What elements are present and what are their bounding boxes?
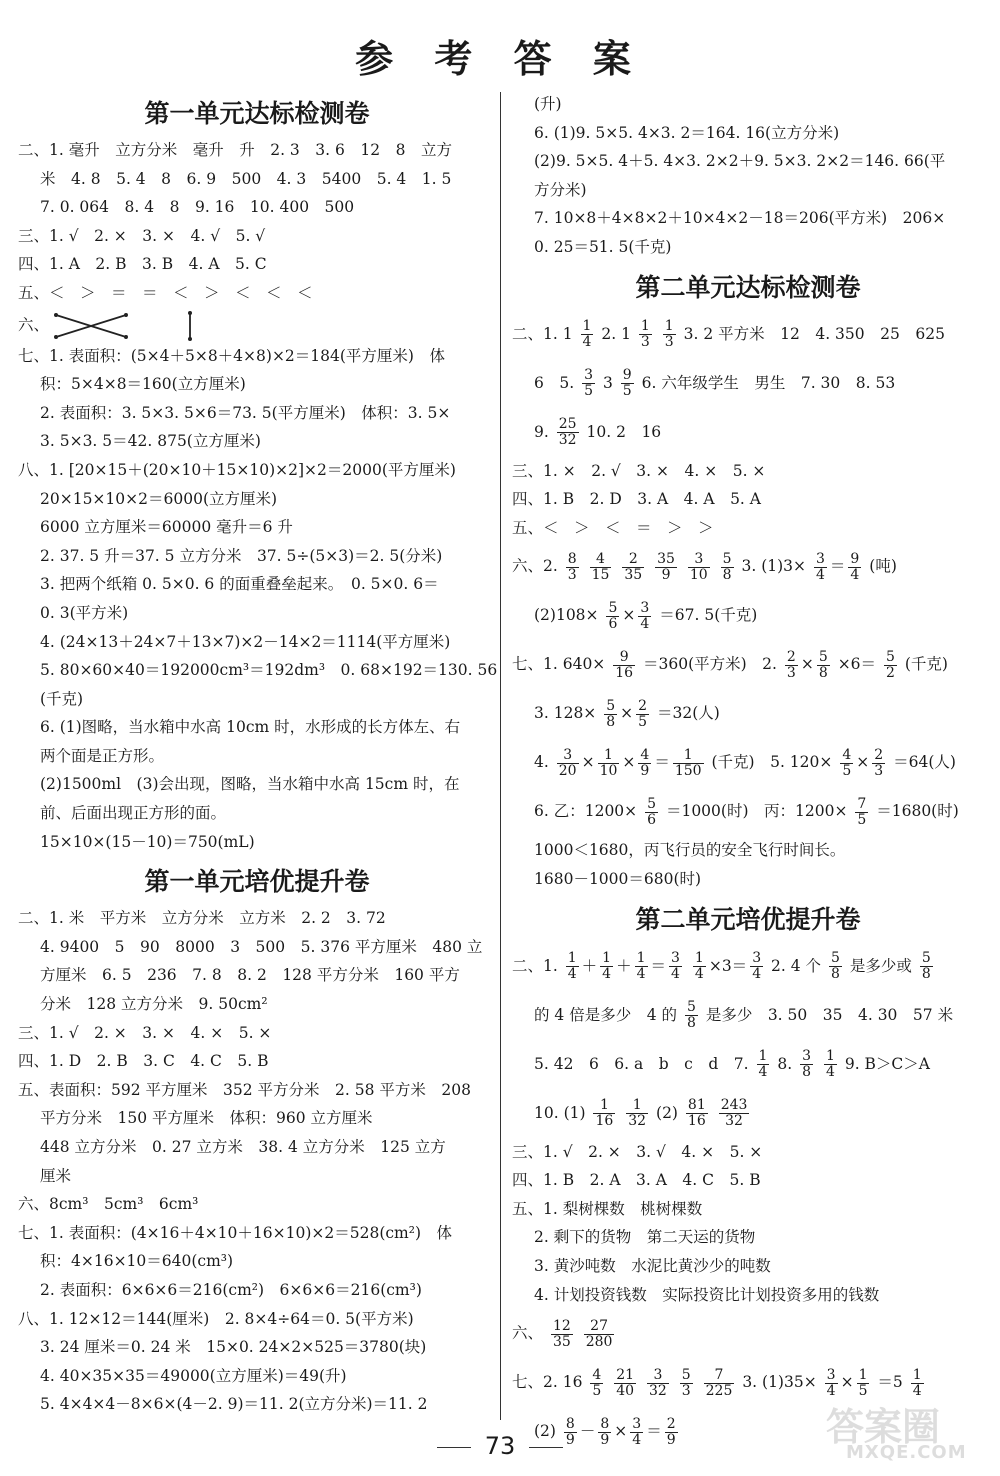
answer-line: 15×10×(15－10)＝750(mL): [40, 832, 255, 851]
answer-line: 5. 80×60×40＝192000cm³＝192dm³ 0. 68×192＝130. 56: [40, 661, 498, 680]
answer-line: 2. 表面积：6×6×6＝216(cm²) 6×6×6＝216(cm³): [40, 1280, 422, 1299]
answer-line: 厘米: [40, 1166, 72, 1185]
answer-line: 七、1. 640× $\frac{9}{16}$ ＝360(平方米) 2. $\frac{2}{3}$ × $\frac{5}{8}$ ×6＝ $\frac{5}{2}$ (千克): [512, 648, 948, 681]
answer-line: 米 4. 8 5. 4 8 6. 9 500 4. 3 5400 5. 4 1. 5: [40, 169, 452, 188]
answer-text: ＝64(人): [893, 753, 956, 772]
question-label: 六、: [18, 315, 50, 334]
answer-line: 二、1. $\frac{1}{4}$ ＋ $\frac{1}{4}$ ＋ $\frac{1}{4}$ ＝ $\frac{3}{4}$ $\frac{1}{4}$ ×3＝ $\frac{3}{4}$ 2. 4 个 $\frac{5}{8}$ 是多少或 $\frac{5}{8}$: [512, 950, 931, 983]
fraction: $\frac{5}{8}$: [722, 550, 732, 583]
fraction: $\frac{1}{4}$: [636, 950, 646, 983]
answer-line: 0. 3(平方米): [40, 603, 129, 622]
fraction: $\frac{35}{9}$: [657, 550, 675, 583]
fraction: $\frac{1}{3}$: [664, 318, 674, 351]
answer-text: 10. (1): [534, 1103, 586, 1122]
fraction: $\frac{1}{4}$: [912, 1366, 922, 1399]
answer-line: 3. 5×3. 5＝42. 875(立方厘米): [40, 432, 261, 451]
fraction: $\frac{7}{5}$: [857, 795, 867, 828]
page-title: 参 考 答 案: [355, 37, 645, 81]
answer-text: ＝360(平方米) 2.: [643, 655, 777, 674]
answer-text: (千克) 5. 120×: [711, 753, 833, 772]
answer-text: 8.: [777, 1054, 793, 1073]
answer-line: 三、1. √ 2. × 3. √ 4. × 5. ×: [512, 1142, 763, 1161]
fraction: $\frac{2}{9}$: [666, 1415, 676, 1448]
fraction: $\frac{1}{5}$: [858, 1366, 868, 1399]
column-divider: [500, 92, 501, 1420]
answer-line: 二、1. 毫升 立方分米 毫升 升 2. 3 3. 6 12 8 立方: [18, 141, 452, 159]
answer-line: (2)9. 5×5. 4＋5. 4×3. 2×2＋9. 5×3. 2×2＝146. 66(平: [534, 152, 946, 171]
right-column: [512, 90, 984, 1456]
fraction: $\frac{4}{9}$: [640, 746, 650, 779]
answer-line: 积：4×16×10＝640(cm³): [40, 1252, 234, 1271]
matching-lines-diagram: [54, 311, 204, 341]
answer-line: 1000＜1680，丙飞行员的安全飞行时间长。: [534, 841, 846, 860]
answer-line: [512, 1309, 984, 1358]
answer-text: 6. 六年级学生 男生 7. 30 8. 53: [641, 373, 896, 392]
answer-line: 1680－1000＝680(时): [534, 869, 702, 888]
answer-line: [512, 991, 984, 1040]
fraction: $\frac{5}{8}$: [606, 697, 616, 730]
answer-text: 3. 128×: [534, 704, 597, 723]
answer-text: 2. 4 个: [771, 956, 822, 975]
answer-text: 二、1.: [512, 956, 558, 975]
answer-line: (2) $\frac{8}{9}$ － $\frac{8}{9}$ × $\frac{3}{4}$ ＝ $\frac{2}{9}$: [534, 1415, 676, 1448]
answer-text: 3. (1)3×: [741, 557, 807, 576]
fraction: $\frac{1}{4}$: [694, 950, 704, 983]
answer-line: 七、1. 表面积：(4×16＋4×10＋16×10)×2＝528(cm²) 体: [18, 1223, 453, 1242]
fraction: $\frac{5}{6}$: [608, 599, 618, 632]
answer-line: (2)1500ml (3)会出现，图略，当水箱中水高 15cm 时，在: [40, 775, 460, 794]
fraction: $\frac{81}{16}$: [687, 1097, 706, 1130]
fraction: $\frac{1}{16}$: [595, 1097, 614, 1130]
answer-text: 3. (1)35×: [742, 1373, 817, 1392]
answer-line: 5. 4×4×4－8×6×(4－2. 9)＝11. 2(立方分米)＝11. 2: [40, 1395, 428, 1414]
section-title-unit2-test: 第二单元达标检测卷: [635, 272, 861, 302]
answer-text: 9.: [534, 422, 549, 441]
fraction: $\frac{9}{5}$: [622, 367, 632, 400]
answer-line: [512, 359, 984, 408]
answer-text: 6. 乙：1200×: [534, 802, 638, 821]
answer-text: 六、2.: [512, 557, 558, 576]
fraction: $\frac{1}{4}$: [582, 318, 592, 351]
fraction: $\frac{5}{8}$: [921, 950, 931, 983]
answer-text: 七、2. 16: [512, 1373, 583, 1392]
left-column: [18, 88, 496, 1419]
answer-line: 6. (1)9. 5×5. 4×3. 2＝164. 16(立方分米): [534, 123, 840, 142]
answer-line: 四、1. D 2. B 3. C 4. C 5. B: [18, 1052, 269, 1071]
section-title-unit2-advanced: 第二单元培优提升卷: [635, 904, 861, 934]
answer-text: ＝1000(时) 丙：1200×: [665, 802, 848, 821]
answer-line: 四、1. A 2. B 3. B 4. A 5. C: [18, 255, 267, 274]
answer-line: 7. 10×8＋4×8×2＋10×4×2－18＝206(平方米) 206×: [534, 209, 946, 228]
fraction: $\frac{1}{32}$: [628, 1097, 647, 1130]
answer-line: 四、1. B 2. D 3. A 4. A 5. A: [512, 490, 761, 509]
fraction: $\frac{27}{280}$: [585, 1317, 613, 1350]
answer-line: 分米 128 立方分米 9. 50cm²: [40, 995, 268, 1014]
answer-line: [512, 408, 984, 457]
fraction: $\frac{1}{4}$: [825, 1048, 835, 1081]
fraction: $\frac{9}{16}$: [615, 648, 634, 681]
fraction: $\frac{8}{9}$: [565, 1415, 575, 1448]
answer-text: 六、: [512, 1324, 544, 1343]
answer-text: (2)108×: [534, 606, 599, 625]
fraction: $\frac{1}{4}$: [758, 1048, 768, 1081]
answer-line: 2. 37. 5 升＝37. 5 立方分米 37. 5÷(5×3)＝2. 5(分米): [40, 546, 443, 565]
fraction: $\frac{2}{3}$: [874, 746, 884, 779]
watermark-text: 答案圈: [826, 1405, 941, 1449]
answer-line: (2)108× $\frac{5}{6}$ × $\frac{3}{4}$ ＝67. 5(千克): [534, 599, 758, 632]
section-title-unit1-test: 第一单元达标检测卷: [144, 99, 370, 128]
answer-line: 三、1. √ 2. × 3. × 4. × 5. ×: [18, 1023, 272, 1042]
answer-text: 3. 2 平方米 12 4. 350 25 625: [683, 324, 945, 343]
answer-line: 八、1. 12×12＝144(厘米) 2. 8×4÷64＝0. 5(平方米): [18, 1309, 414, 1328]
answer-text: (吨): [869, 557, 897, 576]
answer-text: (2): [534, 1422, 556, 1441]
answer-line: 0. 25＝51. 5(千克): [534, 237, 672, 256]
answer-line: 五、＜ ＞ ＜ ＝ ＞ ＞: [512, 518, 714, 537]
answer-text: 的 4 倍是多少 4 的: [534, 1005, 678, 1024]
fraction: $\frac{1}{10}$: [599, 746, 618, 779]
footer-dash: [437, 1447, 471, 1448]
answer-text: 七、1. 640×: [512, 655, 606, 674]
answer-text: 二、1. 1: [512, 324, 573, 343]
fraction: $\frac{3}{5}$: [584, 367, 594, 400]
answer-line: 七、1. 表面积：(5×4＋5×8＋4×8)×2＝184(平方厘米) 体: [18, 346, 445, 365]
fraction: $\frac{1}{3}$: [640, 318, 650, 351]
fraction: $\frac{4}{5}$: [592, 1366, 602, 1399]
fraction: $\frac{3}{32}$: [649, 1366, 667, 1399]
fraction: $\frac{1}{4}$: [567, 950, 577, 983]
answer-line: 20×15×10×2＝6000(立方厘米): [40, 489, 278, 508]
answer-line: [512, 1089, 984, 1138]
answer-line: 448 立方分米 0. 27 立方米 38. 4 立方分米 125 立方: [40, 1138, 446, 1156]
answer-text: 3: [602, 373, 613, 392]
section-title-unit1-advanced: 第一单元培优提升卷: [144, 867, 370, 897]
fraction: $\frac{8}{9}$: [600, 1415, 610, 1448]
fraction: $\frac{7}{225}$: [705, 1366, 733, 1399]
answer-line: 2. 表面积：3. 5×3. 5×6＝73. 5(平方厘米) 体积：3. 5×: [40, 403, 451, 422]
fraction: $\frac{12}{35}$: [552, 1317, 571, 1350]
fraction: $\frac{3}{4}$: [632, 1415, 642, 1448]
fraction: $\frac{3}{4}$: [815, 550, 825, 583]
answer-line: 3. 24 厘米＝0. 24 米 15×0. 24×2×525＝3780(块): [40, 1338, 427, 1357]
fraction: $\frac{5}{2}$: [885, 648, 895, 681]
answer-line: 四、1. B 2. A 3. A 4. C 5. B: [512, 1171, 761, 1190]
answer-line: 方厘米 6. 5 236 7. 8 8. 2 128 平方分米 160 平方: [40, 966, 460, 985]
fraction: $\frac{25}{32}$: [558, 416, 577, 449]
fraction: $\frac{2}{3}$: [786, 648, 796, 681]
answer-line: 平方分米 150 平方厘米 体积：960 立方厘米: [40, 1109, 373, 1128]
answer-line: 五、表面积：592 平方厘米 352 平方分米 2. 58 平方米 208: [18, 1080, 471, 1099]
answer-line: 六、8cm³ 5cm³ 6cm³: [18, 1195, 199, 1214]
answer-line: [512, 787, 984, 836]
answer-text: 5. 42 6 6. a b c d 7.: [534, 1054, 749, 1073]
fraction: $\frac{2}{35}$: [624, 550, 643, 583]
page-number: 73: [484, 1432, 516, 1460]
watermark-logo: [826, 1396, 986, 1468]
fraction: $\frac{3}{4}$: [752, 950, 762, 983]
answer-line: 六、2. $\frac{8}{3}$ $\frac{4}{15}$ $\frac{2}{35}$ $\frac{35}{9}$ $\frac{3}{10}$ $\frac{5}{8}$ 3. (1)3× $\frac{3}{4}$ ＝ $\frac{9}{4}$ (吨): [512, 550, 897, 583]
fraction: $\frac{3}{4}$: [826, 1366, 836, 1399]
answer-line: 4. (24×13＋24×7＋13×7)×2－14×2＝1114(平方厘米): [40, 632, 451, 651]
answer-text: ＝1680(时): [876, 802, 959, 821]
answer-line: 6. (1)图略，当水箱中水高 10cm 时，水形成的长方体左、右: [40, 718, 461, 737]
fraction: $\frac{1}{4}$: [602, 950, 612, 983]
answer-text: 6 5.: [534, 373, 575, 392]
answer-line: 3. 黄沙吨数 水泥比黄沙少的吨数: [534, 1256, 771, 1275]
answer-line: 2. 剩下的货物 第二天运的货物: [534, 1228, 756, 1247]
fraction: $\frac{9}{4}$: [850, 550, 860, 583]
fraction: $\frac{5}{6}$: [647, 795, 657, 828]
answer-line: 八、1. [20×15＋(20×10＋15×10)×2]×2＝2000(平方厘米): [18, 460, 456, 479]
fraction: $\frac{4}{15}$: [591, 550, 610, 583]
answer-line: 五、＜ ＞ ＝ ＝ ＜ ＞ ＜ ＜ ＜: [18, 283, 313, 302]
answer-line: 3. 128× $\frac{5}{8}$ × $\frac{2}{5}$ ＝32(人): [534, 697, 720, 730]
footer-dash: [529, 1447, 563, 1448]
fraction: $\frac{21}{40}$: [616, 1366, 635, 1399]
answer-text: ×6＝: [837, 655, 877, 674]
fraction: $\frac{243}{32}$: [720, 1097, 748, 1130]
answer-text: 4.: [534, 753, 549, 772]
answer-line: 4. 计划投资钱数 实际投资比计划投资多用的钱数: [534, 1285, 880, 1304]
answer-line: [512, 1040, 984, 1089]
answer-line: 三、1. × 2. √ 3. × 4. × 5. ×: [512, 461, 766, 480]
answer-line: 3. 把两个纸箱 0. 5×0. 6 的面重叠垒起来。 0. 5×0. 6＝: [40, 575, 439, 594]
fraction: $\frac{5}{8}$: [686, 999, 696, 1032]
answer-line: 三、1. √ 2. × 3. × 4. √ 5. √: [18, 226, 266, 245]
answer-line-matching: [18, 308, 496, 342]
fraction: $\frac{5}{3}$: [681, 1366, 691, 1399]
answer-line: 4. $\frac{3}{20}$ × $\frac{1}{10}$ × $\frac{4}{9}$ ＝ $\frac{1}{150}$ (千克) 5. 120× $\frac{4}{5}$ × $\frac{2}{3}$ ＝64(人): [534, 746, 956, 779]
answer-text: ＝5: [877, 1373, 903, 1392]
answer-text: 是多少或: [849, 956, 912, 975]
fraction: $\frac{8}{3}$: [567, 550, 577, 583]
fraction: $\frac{3}{10}$: [689, 550, 708, 583]
fraction: $\frac{5}{8}$: [818, 648, 828, 681]
answer-text: ＝32(人): [657, 704, 720, 723]
answer-line: 前、后面出现正方形的面。: [40, 804, 227, 823]
answer-text: (千克): [904, 655, 948, 674]
answer-line: 方分米): [534, 180, 587, 199]
fraction: $\frac{3}{20}$: [558, 746, 577, 779]
fraction: $\frac{1}{150}$: [674, 746, 702, 779]
answer-line: 七、2. 16 $\frac{4}{5}$ $\frac{21}{40}$ $\frac{3}{32}$ $\frac{5}{3}$ $\frac{7}{225}$ 3. (1)35× $\frac{3}{4}$ × $\frac{1}{5}$ ＝5 $\frac{1}{4}$: [512, 1366, 922, 1399]
answer-line: 积：5×4×8＝160(立方厘米): [40, 375, 246, 394]
watermark-url: MXQE.COM: [846, 1442, 967, 1463]
answer-text: 2. 1: [601, 324, 631, 343]
answer-text: 10. 2 16: [586, 422, 662, 441]
answer-text: 9. B＞C＞A: [844, 1054, 930, 1073]
answer-line: 4. 9400 5 90 8000 3 500 5. 376 平方厘米 480 立: [40, 937, 483, 956]
answer-line: 五、1. 梨树棵数 桃树棵数: [512, 1199, 703, 1218]
answer-line: 7. 0. 064 8. 4 8 9. 16 10. 400 500: [40, 198, 355, 217]
fraction: $\frac{3}{8}$: [802, 1048, 812, 1081]
answer-text: 是多少 3. 50 35 4. 30 57 米: [705, 1005, 954, 1024]
answer-line: 二、1. 米 平方米 立方分米 立方米 2. 2 3. 72: [18, 909, 386, 928]
fraction: $\frac{2}{5}$: [638, 697, 648, 730]
answer-line: [512, 310, 984, 359]
answer-text: ＝67. 5(千克): [659, 606, 758, 625]
answer-line: 6000 立方厘米＝60000 毫升＝6 升: [40, 518, 293, 537]
answer-line: 两个面是正方形。: [40, 746, 165, 765]
fraction: $\frac{3}{4}$: [671, 950, 680, 983]
fraction: $\frac{5}{8}$: [831, 950, 840, 983]
answer-line: (千克): [40, 689, 84, 708]
fraction: $\frac{4}{5}$: [842, 746, 852, 779]
answer-line: (升): [534, 95, 562, 113]
answer-text: (2): [656, 1103, 678, 1122]
answer-line: 4. 40×35×35＝49000(立方厘米)＝49(升): [40, 1366, 347, 1385]
fraction: $\frac{3}{4}$: [640, 599, 650, 632]
